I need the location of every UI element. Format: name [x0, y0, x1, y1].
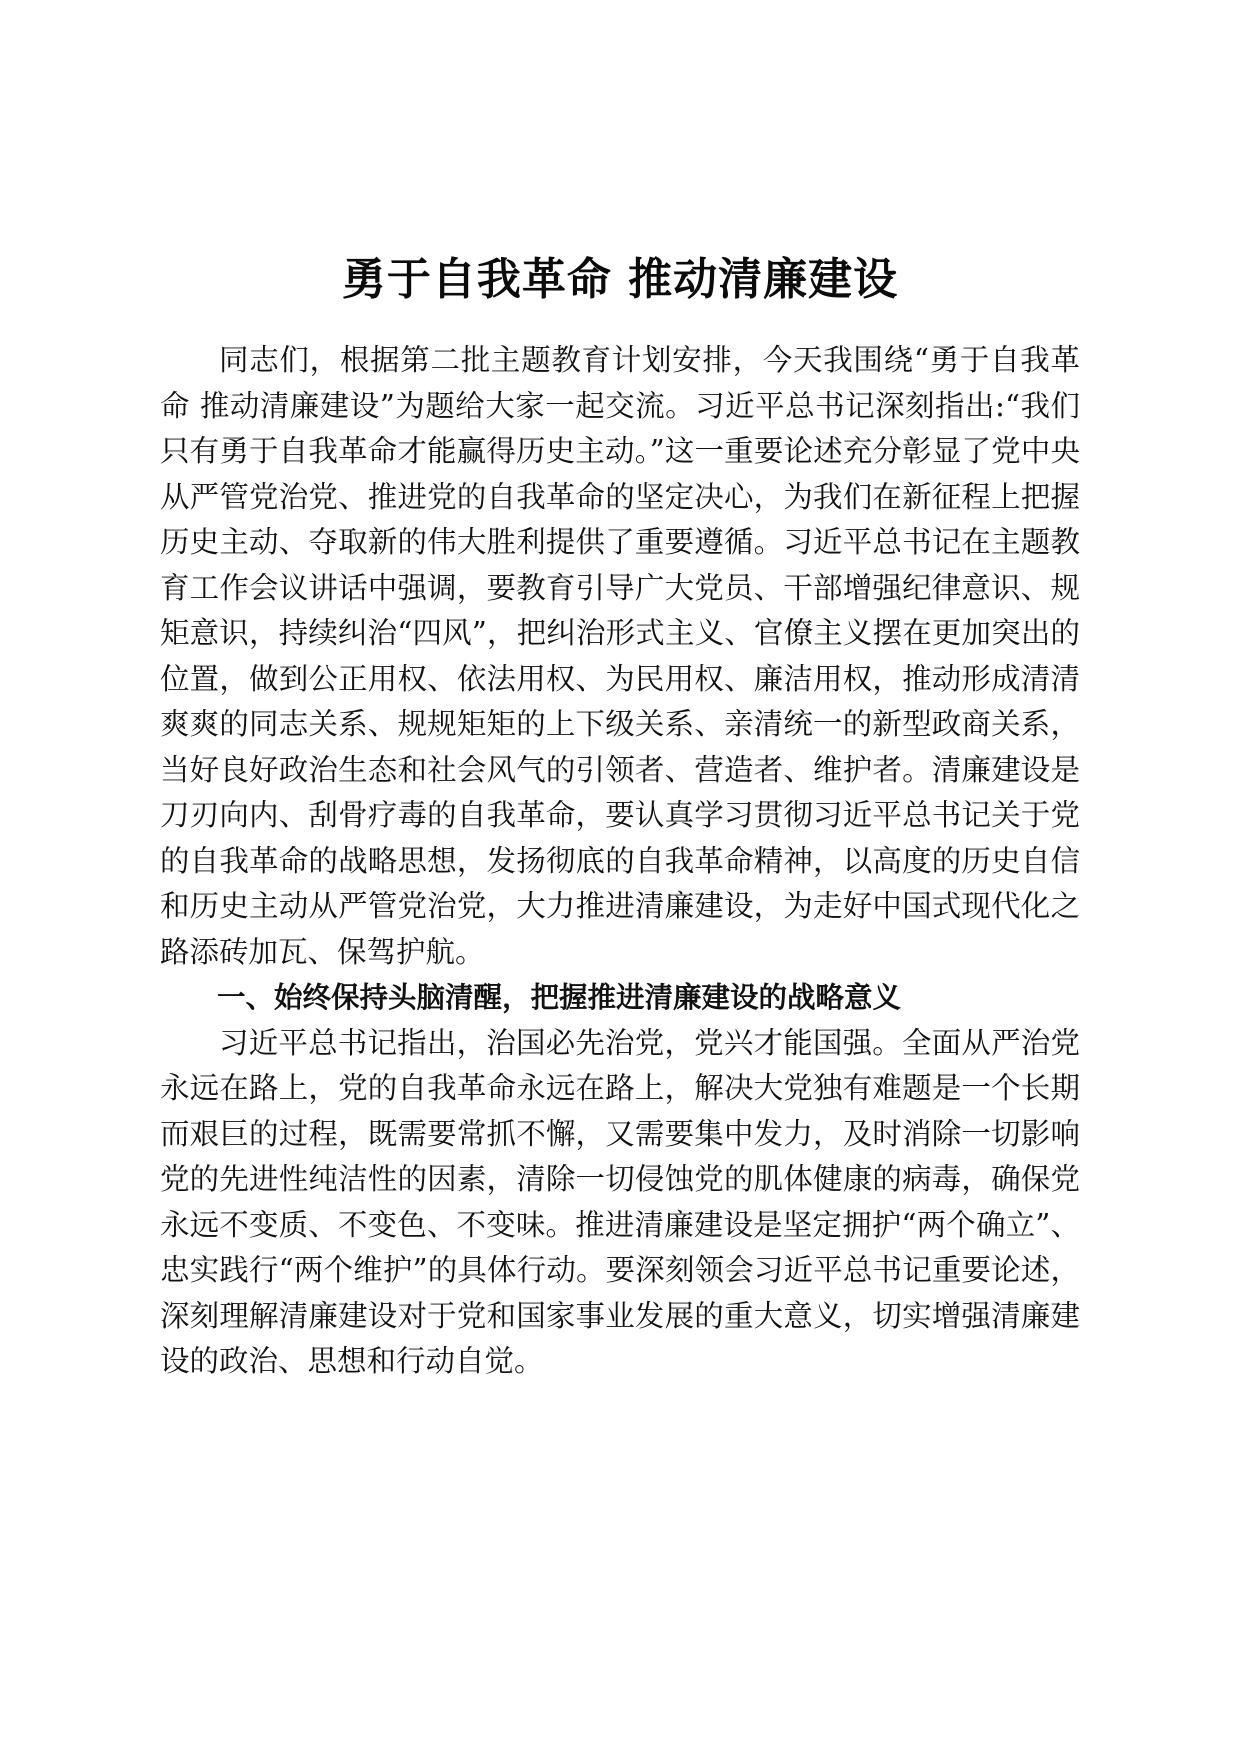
paragraph-intro: 同志们，根据第二批主题教育计划安排，今天我围绕“勇于自我革命 推动清廉建设”为题给大家一起交流。习近平总书记深刻指出:“我们只有勇于自我革命才能赢得历史主动。”这一重要论述充分彰显了党中央从严管党治党、推进党的自我革命的坚定决心，为我们在新征程上把握历史主动、夺取新的伟大胜利提供了重要遵循。习近平总书记在主题教育工作会议讲话中强调，要教育引导广大党员、干部增强纪律意识、规矩意识，持续纠治“四风”，把纠治形式主义、官僚主义摆在更加突出的位置，做到公正用权、依法用权、为民用权、廉洁用权，推动形成清清爽爽的同志关系、规规矩矩的上下级关系、亲清统一的新型政商关系，当好良好政治生态和社会风气的引领者、营造者、维护者。清廉建设是刀刃向内、刮骨疗毒的自我革命，要认真学习贯彻习近平总书记关于党的自我革命的战略思想，发扬彻底的自我革命精神，以高度的历史自信和历史主动从严管党治党，大力推进清廉建设，为走好中国式现代化之路添砖加瓦、保驾护航。 [160, 343, 1080, 969]
paragraph-section-1: 习近平总书记指出，治国必先治党，党兴才能国强。全面从严治党永远在路上，党的自我革命永远在路上，解决大党独有难题是一个长期而艰巨的过程，既需要常抓不懈，又需要集中发力，及时消除一切影响党的先进性纯洁性的因素，清除一切侵蚀党的肌体健康的病毒，确保党永远不变质、不变色、不变味。推进清廉建设是坚定拥护“两个确立”、忠实践行“两个维护”的具体行动。要深刻领会习近平总书记重要论述，深刻理解清廉建设对于党和国家事业发展的重大意义，切实增强清廉建设的政治、思想和行动自觉。 [160, 1025, 1080, 1378]
section-heading-1: 一、始终保持头脑清醒，把握推进清廉建设的战略意义 [217, 981, 902, 1014]
document-body [160, 338, 1080, 1385]
document-title: 勇于自我革命 推动清廉建设 [341, 254, 899, 305]
